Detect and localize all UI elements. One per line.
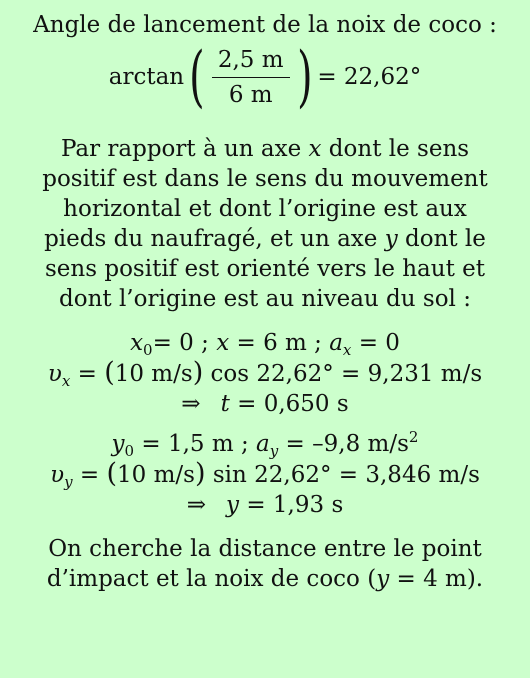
- paragraph-line: dont l’origine est au niveau du sol :: [59, 286, 471, 312]
- closing-line: d’impact et la noix de coco (y = 4 m).: [46, 566, 484, 592]
- closing-line: On cherche la distance entre le point: [48, 536, 482, 562]
- vy-line: $\upsilon_y = (10$ m/s) sin 22,62° = 3,846 m/s: [50, 458, 480, 491]
- t-result-line: ⇒ t = 0,650 s: [181, 391, 349, 417]
- y-equations: [14, 429, 516, 520]
- implies-arrow: ⇒: [186, 492, 207, 518]
- fraction: [212, 47, 290, 108]
- paragraph-line: horizontal et dont l’origine est aux: [63, 196, 467, 222]
- axes-paragraph: [14, 134, 516, 314]
- left-paren: (: [189, 38, 205, 115]
- implies-arrow: ⇒: [181, 391, 201, 417]
- vx-line: $\upsilon_x = (10$ m/s) cos 22,62° = 9,231 m/s: [47, 357, 483, 390]
- arctan-label: arctan: [108, 64, 185, 90]
- x-equations: [14, 328, 516, 419]
- closing-paragraph: [14, 534, 516, 594]
- x-initial-line: $x_0= 0$ ; x = 6 m ; $a_x = 0$: [130, 330, 400, 359]
- y-result-line: ⇒ y = 1,93 s: [186, 492, 344, 518]
- paragraph-line: pieds du naufragé, et un axe y dont le: [44, 226, 486, 252]
- angle-result: = 22,62°: [317, 64, 422, 90]
- y-initial-line: $y_0 = 1,5$ m ; $a_y = -9,8$ $m/s^2$: [111, 428, 419, 460]
- fraction-denominator: 6 m: [228, 81, 273, 108]
- paragraph-line: Par rapport à un axe x dont le sens: [60, 136, 470, 162]
- angle-heading: Angle de lancement de la noix de coco :: [33, 12, 497, 38]
- fraction-numerator: 2,5 m: [212, 47, 290, 78]
- angle-formula: [14, 38, 516, 115]
- paragraph-line: sens positif est orienté vers le haut et: [45, 256, 485, 282]
- right-paren: ): [296, 38, 313, 115]
- paragraph-line: positif est dans le sens du mouvement: [42, 166, 488, 192]
